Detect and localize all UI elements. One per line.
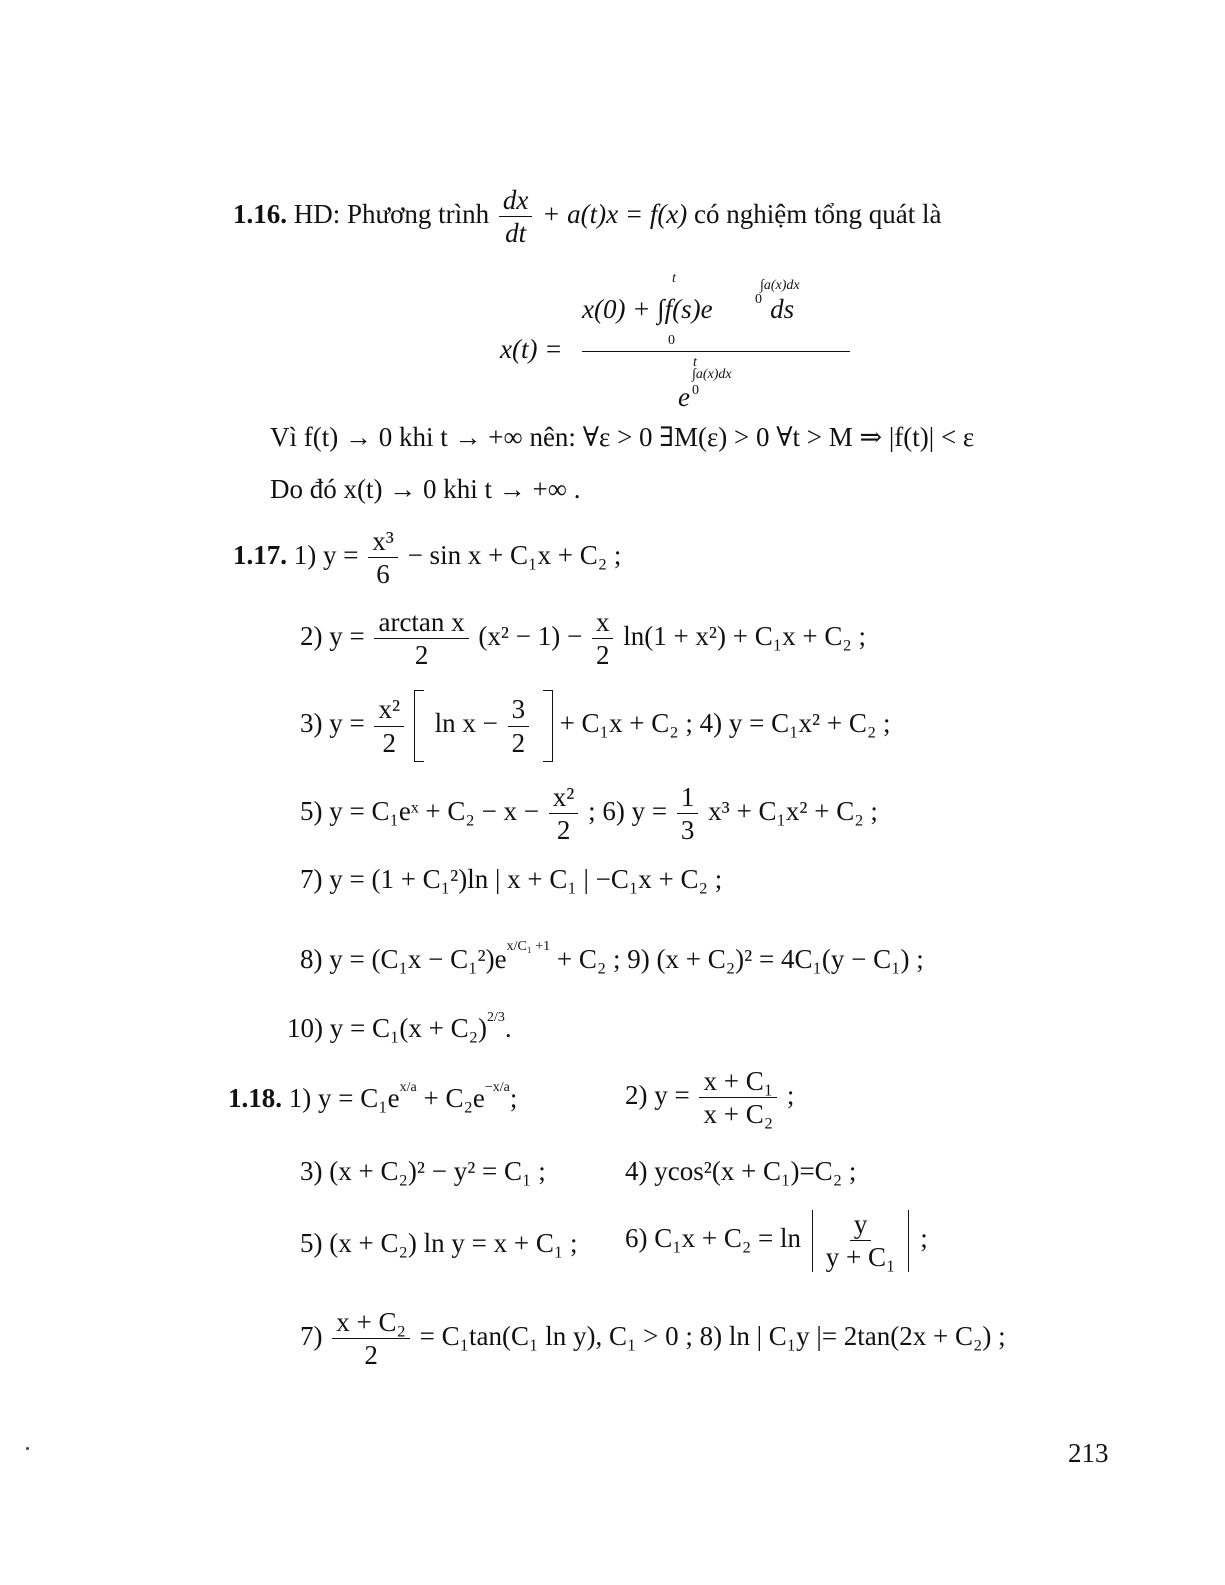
problem-label: 1.18. [228, 1083, 282, 1113]
item-prefix: 10) y = C₁(x + C₂) [287, 1013, 488, 1043]
exponent: 2/3 [487, 1010, 505, 1025]
fraction-numerator: x² [549, 783, 579, 814]
fraction-denominator: 6 [376, 559, 390, 590]
limit-statement: Vì f(t) → 0 khi t → +∞ nên: ∀ε > 0 ∃M(ε) > 0 ∀t > M ⇒ |f(t)| < ε [270, 422, 975, 452]
solution-fraction-bar [582, 351, 850, 352]
page-number: 213 [1068, 1438, 1109, 1468]
problem-1-18-item-7-8 [300, 1308, 1006, 1370]
fraction-denominator: y + C₁ [825, 1242, 896, 1273]
problem-1-18-item-3: 3) (x + C₂)² − y² = C₁ ; [300, 1156, 546, 1186]
problem-1-16-header [233, 186, 941, 248]
problem-1-17-item-5-6 [300, 783, 878, 845]
fraction [822, 1210, 900, 1272]
integral-lower-limit: 0 [668, 333, 675, 348]
exponent: x/C₁ +1 [506, 939, 551, 954]
fraction [368, 527, 398, 589]
problem-1-18-item-6 [625, 1210, 928, 1272]
fraction-denominator: 2 [511, 727, 526, 758]
fraction-numerator: x² [374, 695, 404, 726]
item-suffix: ln(1 + x²) + C₁x + C₂ ; [623, 621, 867, 652]
fraction [592, 608, 614, 670]
fraction-numerator: x + C₁ [699, 1067, 777, 1098]
fraction [332, 1308, 410, 1370]
item-prefix: 7) [300, 1321, 323, 1352]
scan-speck [26, 1447, 29, 1450]
fraction [374, 695, 404, 757]
item-middle: + C₂e [423, 1083, 485, 1113]
fraction-numerator: x + C₂ [332, 1308, 410, 1339]
denominator-exponent: ∫a(x)dx [692, 367, 732, 382]
solution-lhs: x(t) = [500, 334, 563, 364]
fraction-numerator: 3 [508, 695, 530, 726]
problem-1-18-item-2 [625, 1067, 794, 1129]
item-prefix: 8) y = (C₁x − C₁²)e [300, 944, 507, 974]
item-suffix: x³ + C₁x² + C₂ ; [708, 796, 878, 827]
problem-1-18-item-4: 4) ycos²(x + C₁)=C₂ ; [625, 1156, 857, 1186]
problem-1-17-item-10 [287, 1011, 512, 1042]
item-suffix: = C₁tan(C₁ ln y), C₁ > 0 ; 8) ln | C₁y |= 2tan(2x + C₂) ; [419, 1321, 1006, 1352]
fraction-numerator: 1 [677, 783, 699, 814]
exponent: x/a [399, 1080, 417, 1095]
right-bracket [543, 690, 553, 762]
exponent-lower-limit: 0 [755, 292, 762, 307]
fraction [677, 783, 699, 845]
item-prefix: 3) y = [300, 708, 365, 739]
item-prefix: 6) C₁x + C₂ = ln [625, 1223, 802, 1254]
fraction-numerator: y [850, 1210, 872, 1241]
problem-1-17-item-2 [300, 608, 866, 670]
item-prefix: 5) y = C₁eˣ + C₂ − x − [300, 796, 540, 827]
fraction-denominator: x + C₂ [703, 1099, 774, 1130]
fraction-numerator: x³ [368, 527, 398, 558]
item-suffix: . [504, 1013, 512, 1043]
problem-1-17-item-8-9 [300, 940, 924, 973]
item-prefix: 2) y = [300, 621, 365, 652]
derivative-fraction [499, 186, 532, 248]
conclusion-statement: Do đó x(t) → 0 khi t → +∞ . [270, 474, 581, 504]
fraction-denominator: 3 [680, 815, 695, 846]
problem-1-18-item-1 [228, 1081, 517, 1112]
item-suffix: ; [786, 1080, 795, 1111]
item-suffix: + C₁x + C₂ ; 4) y = C₁x² + C₂ ; [559, 708, 891, 739]
item-suffix: ; [920, 1223, 928, 1254]
item-middle: ; 6) y = [588, 796, 668, 827]
fraction-denominator: 2 [595, 640, 610, 671]
left-bracket [414, 690, 424, 762]
bracket-content: ln x − [434, 708, 498, 739]
item-suffix: ; [509, 1083, 518, 1113]
problem-1-17-item-3-4 [300, 690, 891, 762]
fraction [549, 783, 579, 845]
hint-tail: có nghiệm tổng quát là [694, 199, 942, 230]
numerator-integral: ∫f(s)e [657, 294, 713, 324]
problem-1-18-item-5: 5) (x + C₂) ln y = x + C₁ ; [300, 1228, 578, 1258]
integral-upper-limit: t [672, 271, 676, 286]
fraction-denominator: 2 [414, 640, 429, 671]
equation-rest: + a(t)x = f(x) [542, 199, 688, 230]
fraction-numerator: x [592, 608, 614, 639]
fraction-denominator: dt [505, 218, 527, 249]
problem-1-17-item-1 [233, 527, 621, 589]
item-middle: (x² − 1) − [478, 621, 583, 652]
solution-numerator [582, 296, 794, 323]
item-prefix: 1) y = C₁e [288, 1083, 400, 1113]
item-prefix: 2) y = [625, 1080, 690, 1111]
fraction-denominator: 2 [382, 727, 397, 758]
problem-label: 1.16. [233, 199, 287, 230]
item-suffix: + C₂ ; 9) (x + C₂)² = 4C₁(y − C₁) ; [556, 944, 924, 974]
exponent-integral-small: ∫a(x)dx [760, 278, 800, 293]
numerator-ds: ds [770, 294, 795, 324]
numerator-x0: x(0) + [582, 294, 651, 324]
fraction-denominator: 2 [364, 1340, 378, 1371]
fraction-numerator: dx [499, 186, 532, 217]
absolute-value [812, 1210, 910, 1272]
fraction-denominator: 2 [556, 815, 571, 846]
problem-label: 1.17. [233, 540, 287, 571]
problem-1-17-item-7: 7) y = (1 + C₁²)ln | x + C₁ | −C₁x + C₂ ; [300, 864, 723, 894]
item-suffix: − sin x + C₁x + C₂ ; [407, 540, 622, 571]
exponent: −x/a [484, 1080, 510, 1095]
fraction [508, 695, 530, 757]
fraction [374, 608, 468, 670]
denominator-e: e [678, 382, 690, 412]
denominator-exponent-bottom: 0 [692, 383, 699, 398]
fraction [699, 1067, 777, 1129]
hint-text: HD: Phương trình [293, 199, 490, 230]
item-prefix: 1) y = [293, 540, 359, 571]
denominator-exponent-top: t [693, 355, 697, 370]
fraction-numerator: arctan x [374, 608, 468, 639]
